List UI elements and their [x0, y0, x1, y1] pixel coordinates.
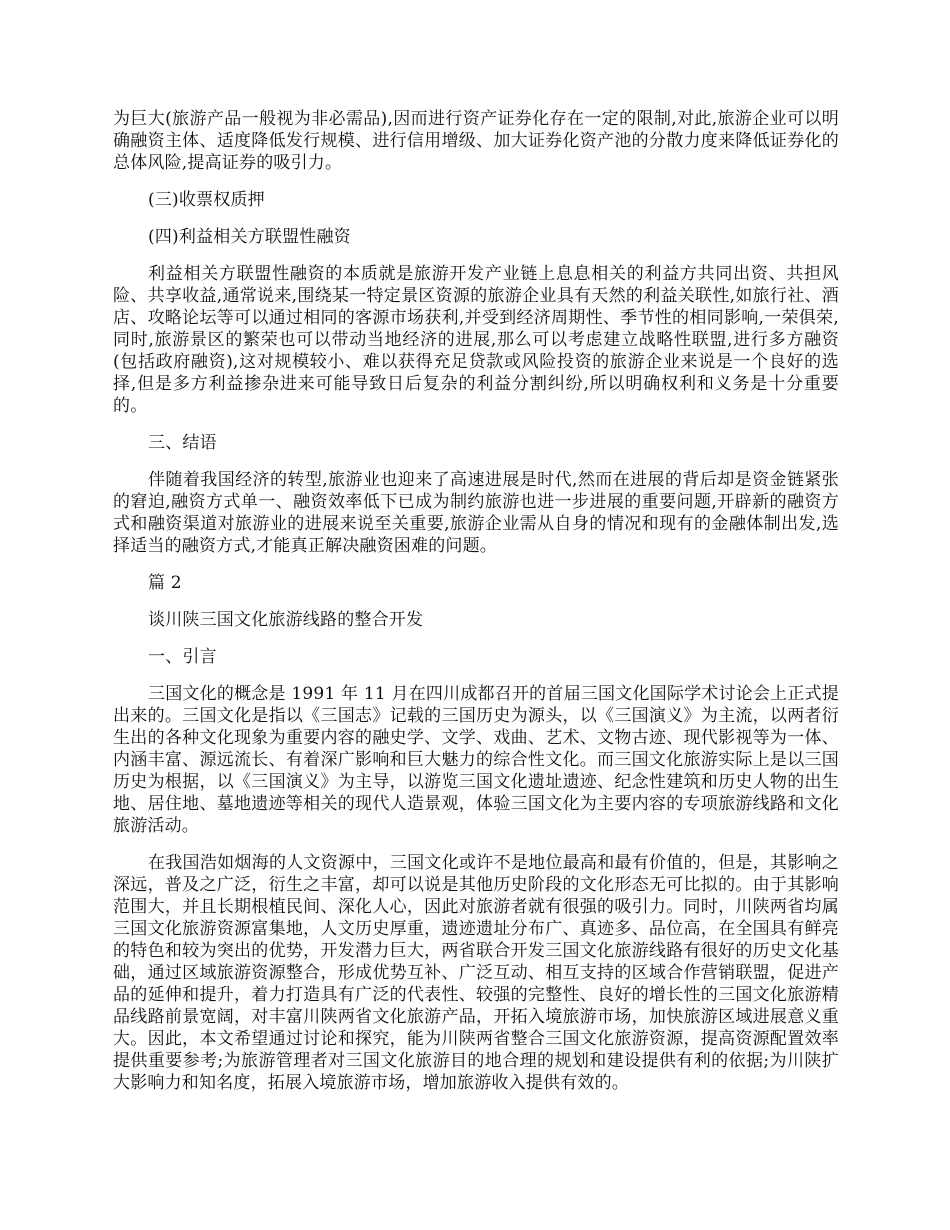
paragraph-securitization-conclusion: 为巨大(旅游产品一般视为非必需品),因而进行资产证券化存在一定的限制,对此,旅游企业可以明确融资主体、适度降低发行规模、进行信用增级、加大证券化资产池的分散力度来降低证券化的总体风险,提高证券的吸引力。	[113, 109, 839, 173]
heading-part-2: 篇 2	[148, 573, 182, 593]
document-page	[113, 108, 839, 1109]
heading-stakeholder-alliance: (四)利益相关方联盟性融资	[148, 227, 351, 247]
paragraph-conclusion: 伴随着我国经济的转型,旅游业也迎来了高速进展是时代,然而在进展的背后却是资金链紧张的窘迫,融资方式单一、融资效率低下已成为制约旅游也进一步进展的重要问题,开辟新的融资方式和融资渠道对旅游业的进展来说至关重要,旅游企业需从自身的情况和现有的金融体制出发,选择适当的融资方式,才能真正解决融资困难的问题。	[113, 470, 839, 556]
heading-introduction: 一、引言	[148, 647, 217, 667]
paragraph-three-kingdoms-influence: 在我国浩如烟海的人文资源中，三国文化或许不是地位最高和最有价值的，但是，其影响之深远，普及之广泛，衍生之丰富，却可以说是其他历史阶段的文化形态无可比拟的。由于其影响范围大，并且长期根植民间、深化人心，因此对旅游者就有很强的吸引力。同时，川陕两省均属三国文化旅游资源富集地，人文历史厚重，遗迹遗址分布广、真迹多、品位高，在全国具有鲜亮的特色和较为突出的优势，开发潜力巨大，两省联合开发三国文化旅游线路有很好的历史文化基础，通过区域旅游资源整合，形成优势互补、广泛互动、相互支持的区域合作营销联盟，促进产品的延伸和提升，着力打造具有广泛的代表性、较强的完整性、良好的增长性的三国文化旅游精品线路前景宽阔，对丰富川陕两省文化旅游产品，开拓入境旅游市场，加快旅游区域进展意义重大。因此，本文希望通过讨论和探究，能为川陕两省整合三国文化旅游资源，提高资源配置效率提供重要参考;为旅游管理者对三国文化旅游目的地合理的规划和建设提供有利的依据;为川陕扩大影响力和知名度，拓展入境旅游市场，增加旅游收入提供有效的。	[113, 853, 839, 1093]
heading-article-title: 谈川陕三国文化旅游线路的整合开发	[148, 610, 424, 630]
paragraph-stakeholder-alliance: 利益相关方联盟性融资的本质就是旅游开发产业链上息息相关的利益方共同出资、共担风险、共享收益,通常说来,围绕某一特定景区资源的旅游企业具有天然的利益关联性,如旅行社、酒店、攻略论坛等可以通过相同的客源市场获利,并受到经济周期性、季节性的相同影响,一荣俱荣,同时,旅游景区的繁荣也可以带动当地经济的进展,那么可以考虑建立战略性联盟,进行多方融资(包括政府融资),这对规模较小、难以获得充足贷款或风险投资的旅游企业来说是一个良好的选择,但是多方利益掺杂进来可能导致日后复杂的利益分割纠纷,所以明确权利和义务是十分重要的。	[113, 264, 839, 416]
paragraph-three-kingdoms-concept: 三国文化的概念是 1991 年 11 月在四川成都召开的首届三国文化国际学术讨论会上正式提出来的。三国文化是指以《三国志》记载的三国历史为源头，以《三国演义》为主流，以两者衍生出的各种文化现象为重要内容的融史学、文学、戏曲、艺术、文物古迹、现代影视等为一体、内涵丰富、源远流长、有着深广影响和巨大魅力的综合性文化。而三国文化旅游实际上是以三国历史为根据，以《三国演义》为主导，以游览三国文化遗址遗迹、纪念性建筑和历史人物的出生地、居住地、墓地遗迹等相关的现代人造景观，体验三国文化为主要内容的专项旅游线路和文化旅游活动。	[113, 684, 839, 836]
heading-conclusion: 三、结语	[148, 433, 217, 453]
heading-ticket-pledge: (三)收票权质押	[148, 190, 265, 210]
